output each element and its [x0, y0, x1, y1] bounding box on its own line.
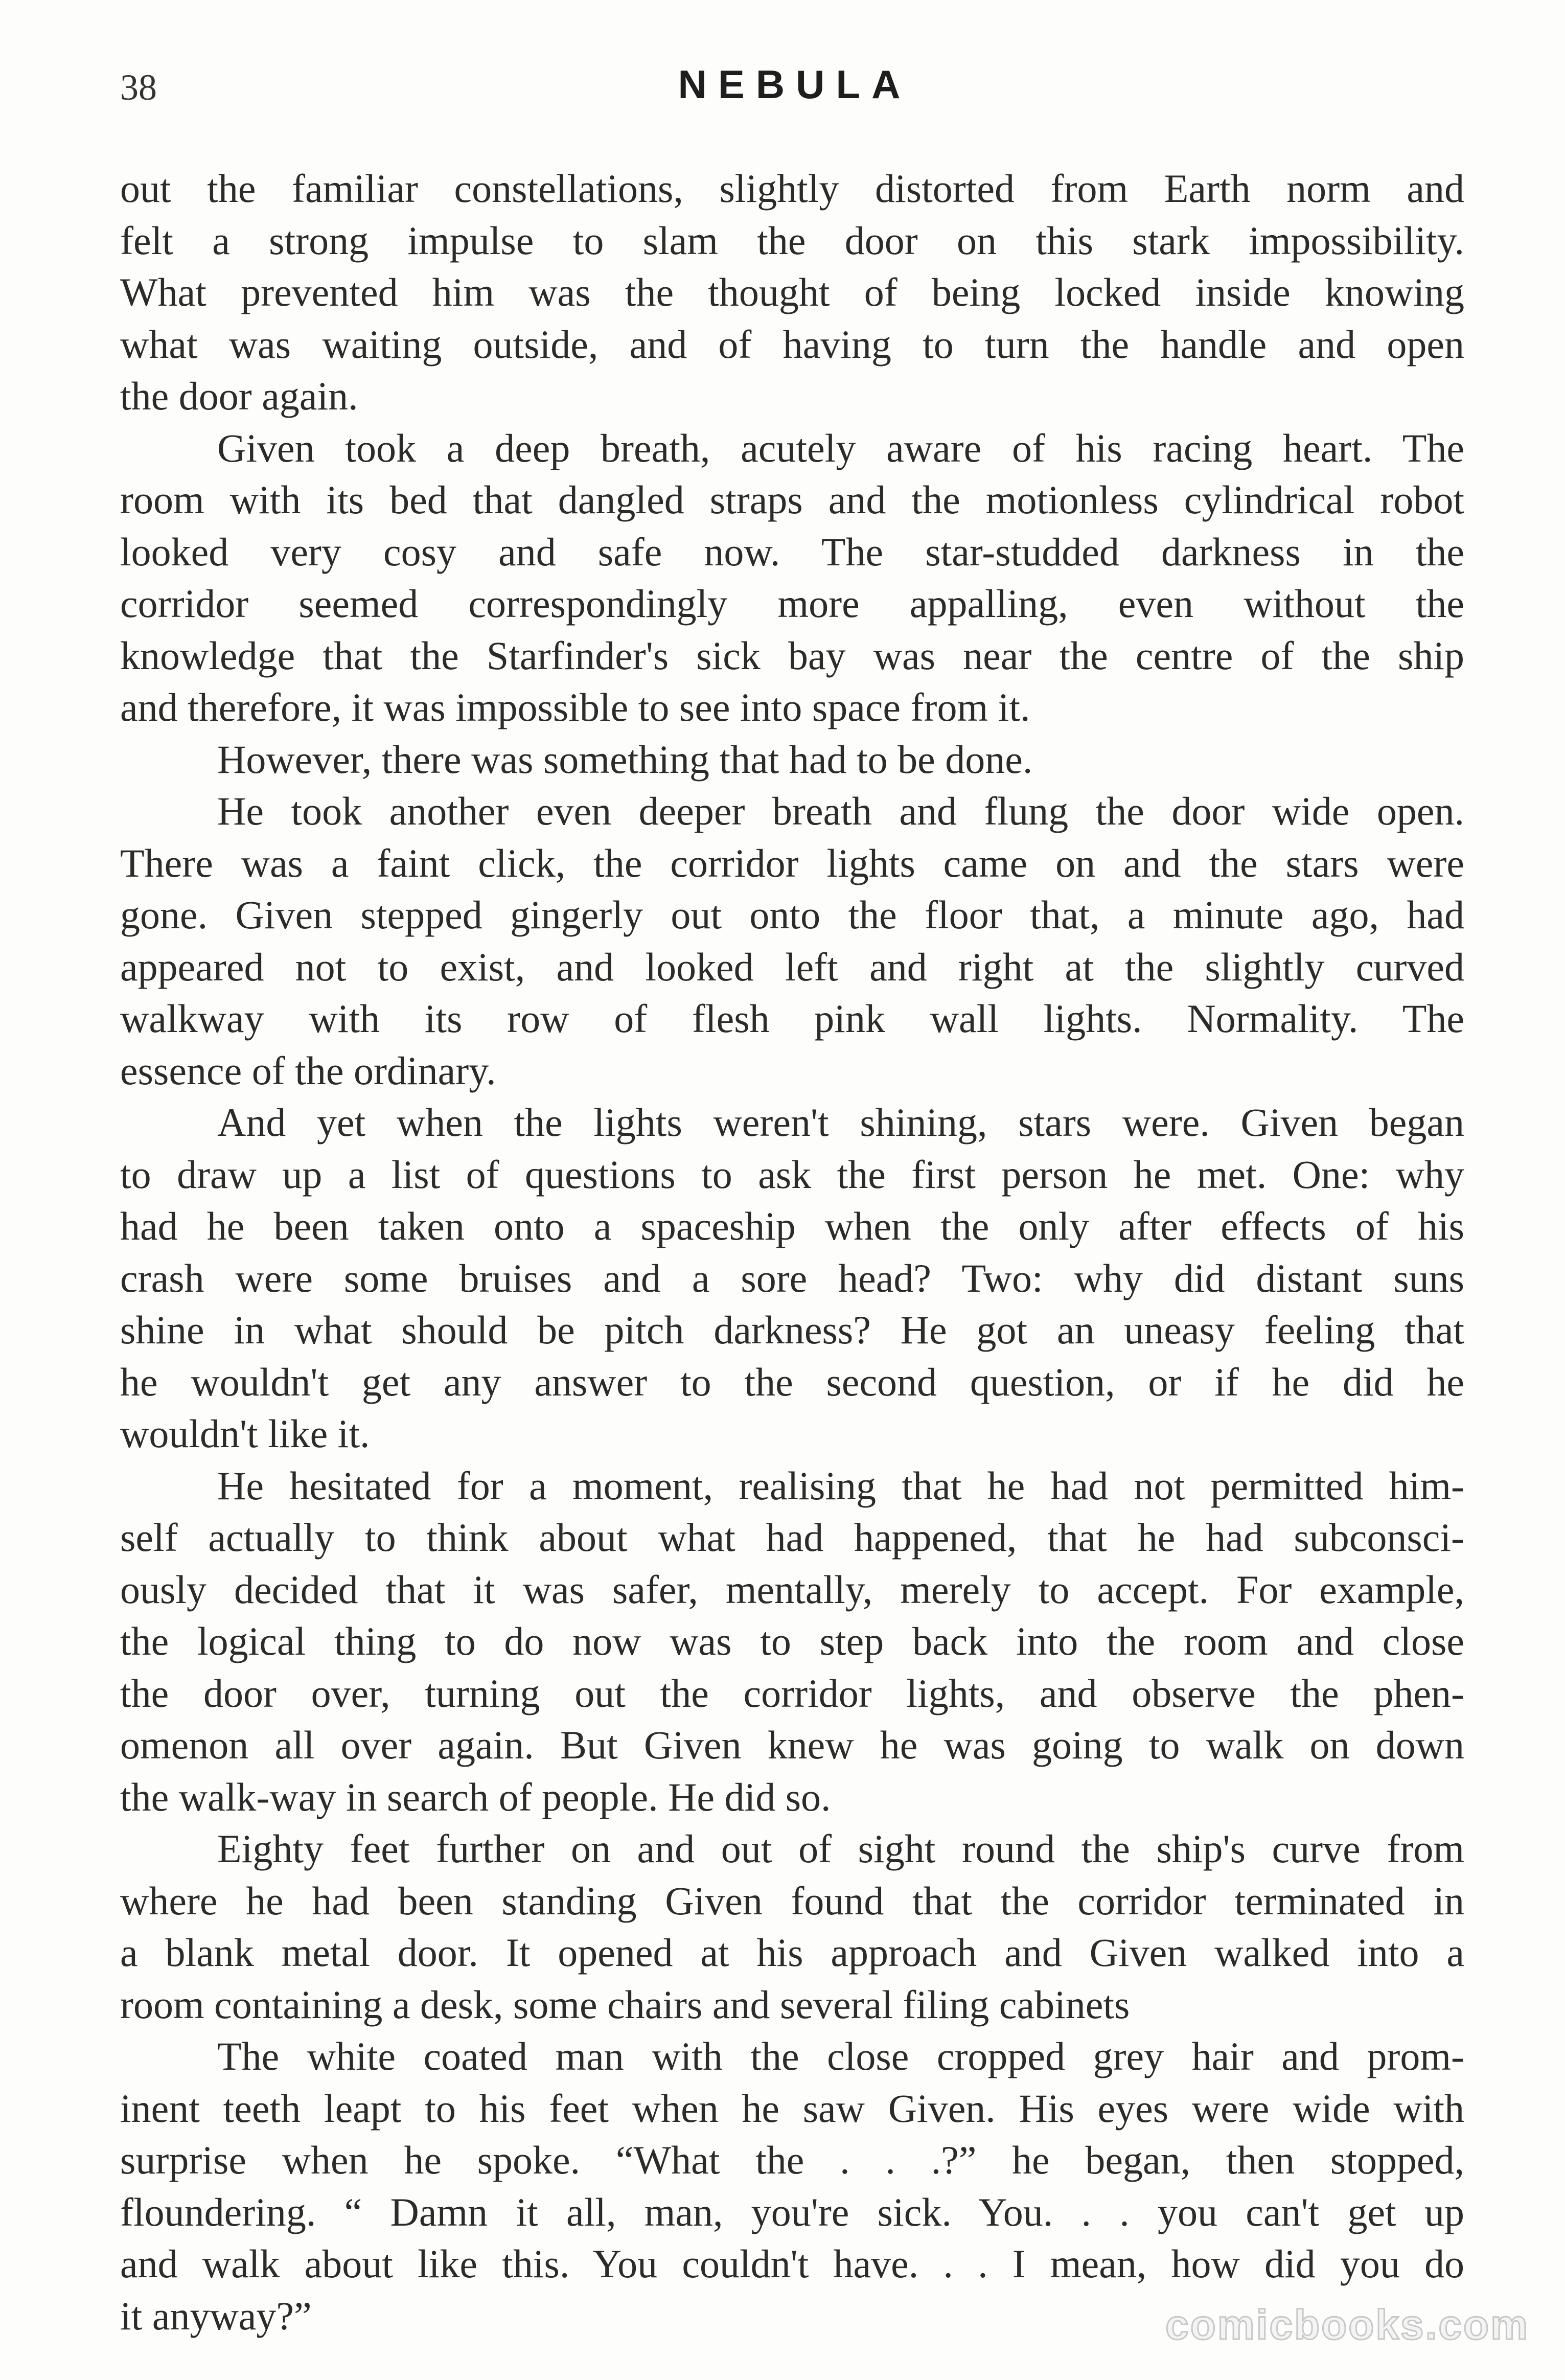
text-line: What prevented him was the thought of being locked inside knowing: [120, 270, 1464, 314]
text-line: felt a strong impulse to slam the door on this stark impossibility.: [120, 218, 1464, 263]
text-line: inent teeth leapt to his feet when he saw Given. His eyes were wide with: [120, 2086, 1464, 2131]
text-line: Given took a deep breath, acutely aware of his racing heart. The: [217, 425, 1464, 470]
text-line: it anyway?”: [120, 2293, 312, 2338]
text-line: out the familiar constellations, slightly distorted from Earth norm and: [120, 166, 1464, 211]
text-line: He hesitated for a moment, realising that he had not permitted him-: [217, 1463, 1464, 1508]
text-line: omenon all over again. But Given knew he was going to walk on down: [120, 1723, 1464, 1767]
page-number: 38: [120, 67, 157, 108]
text-line: And yet when the lights weren't shining, stars were. Given began: [217, 1100, 1464, 1145]
text-line: where he had been standing Given found that the corridor terminated in: [120, 1878, 1464, 1923]
text-line: the door over, turning out the corridor lights, and observe the phen-: [120, 1670, 1464, 1715]
text-line: The white coated man with the close cropped grey hair and prom-: [217, 2034, 1464, 2078]
text-line: to draw up a list of questions to ask the first person he met. One: why: [120, 1152, 1464, 1197]
running-title: NEBULA: [678, 62, 912, 107]
text-line: appeared not to exist, and looked left and right at the slightly curved: [120, 944, 1464, 989]
body-text: [120, 163, 1464, 2342]
text-line: room containing a desk, some chairs and several filing cabinets: [120, 1982, 1130, 2027]
text-line: he wouldn't get any answer to the second question, or if he did he: [120, 1359, 1464, 1404]
text-line: knowledge that the Starfinder's sick bay was near the centre of the ship: [120, 633, 1464, 678]
text-line: floundering. “ Damn it all, man, you're sick. You. . . you can't get up: [120, 2189, 1464, 2234]
text-line: wouldn't like it.: [120, 1411, 370, 1456]
text-line: what was waiting outside, and of having to turn the handle and open: [120, 322, 1464, 367]
text-line: self actually to think about what had happened, that he had subconsci-: [120, 1515, 1464, 1560]
watermark: comicbooks.com: [1165, 2302, 1529, 2348]
text-line: and walk about like this. You couldn't have. . . I mean, how did you do: [120, 2241, 1464, 2286]
text-line: Eighty feet further on and out of sight round the ship's curve from: [217, 1826, 1464, 1871]
text-line: gone. Given stepped gingerly out onto the floor that, a minute ago, had: [120, 892, 1464, 937]
text-line: looked very cosy and safe now. The star-studded darkness in the: [120, 529, 1464, 574]
text-line: He took another even deeper breath and flung the door wide open.: [217, 789, 1464, 833]
text-line: and therefore, it was impossible to see into space from it.: [120, 685, 1030, 729]
text-line: crash were some bruises and a sore head? Two: why did distant suns: [120, 1255, 1464, 1300]
text-line: There was a faint click, the corridor lights came on and the stars were: [120, 840, 1464, 885]
page-header: [120, 61, 1469, 128]
text-line: had he been taken onto a spaceship when the only after effects of his: [120, 1204, 1464, 1248]
text-line: the walk-way in search of people. He did so.: [120, 1774, 831, 1819]
text-line: shine in what should be pitch darkness? He got an uneasy feeling that: [120, 1308, 1464, 1352]
text-line: However, there was something that had to be done.: [217, 737, 1033, 782]
text-line: ously decided that it was safer, mentally, merely to accept. For example,: [120, 1567, 1464, 1612]
text-line: essence of the ordinary.: [120, 1048, 496, 1093]
text-line: room with its bed that dangled straps and the motionless cylindrical robot: [120, 477, 1464, 522]
text-line: corridor seemed correspondingly more appalling, even without the: [120, 581, 1464, 626]
text-line: the logical thing to do now was to step back into the room and close: [120, 1619, 1464, 1663]
text-line: surprise when he spoke. “What the . . .?” he began, then stopped,: [120, 2138, 1464, 2182]
text-line: walkway with its row of flesh pink wall lights. Normality. The: [120, 996, 1464, 1041]
text-line: the door again.: [120, 374, 358, 418]
text-line: a blank metal door. It opened at his approach and Given walked into a: [120, 1930, 1464, 1975]
